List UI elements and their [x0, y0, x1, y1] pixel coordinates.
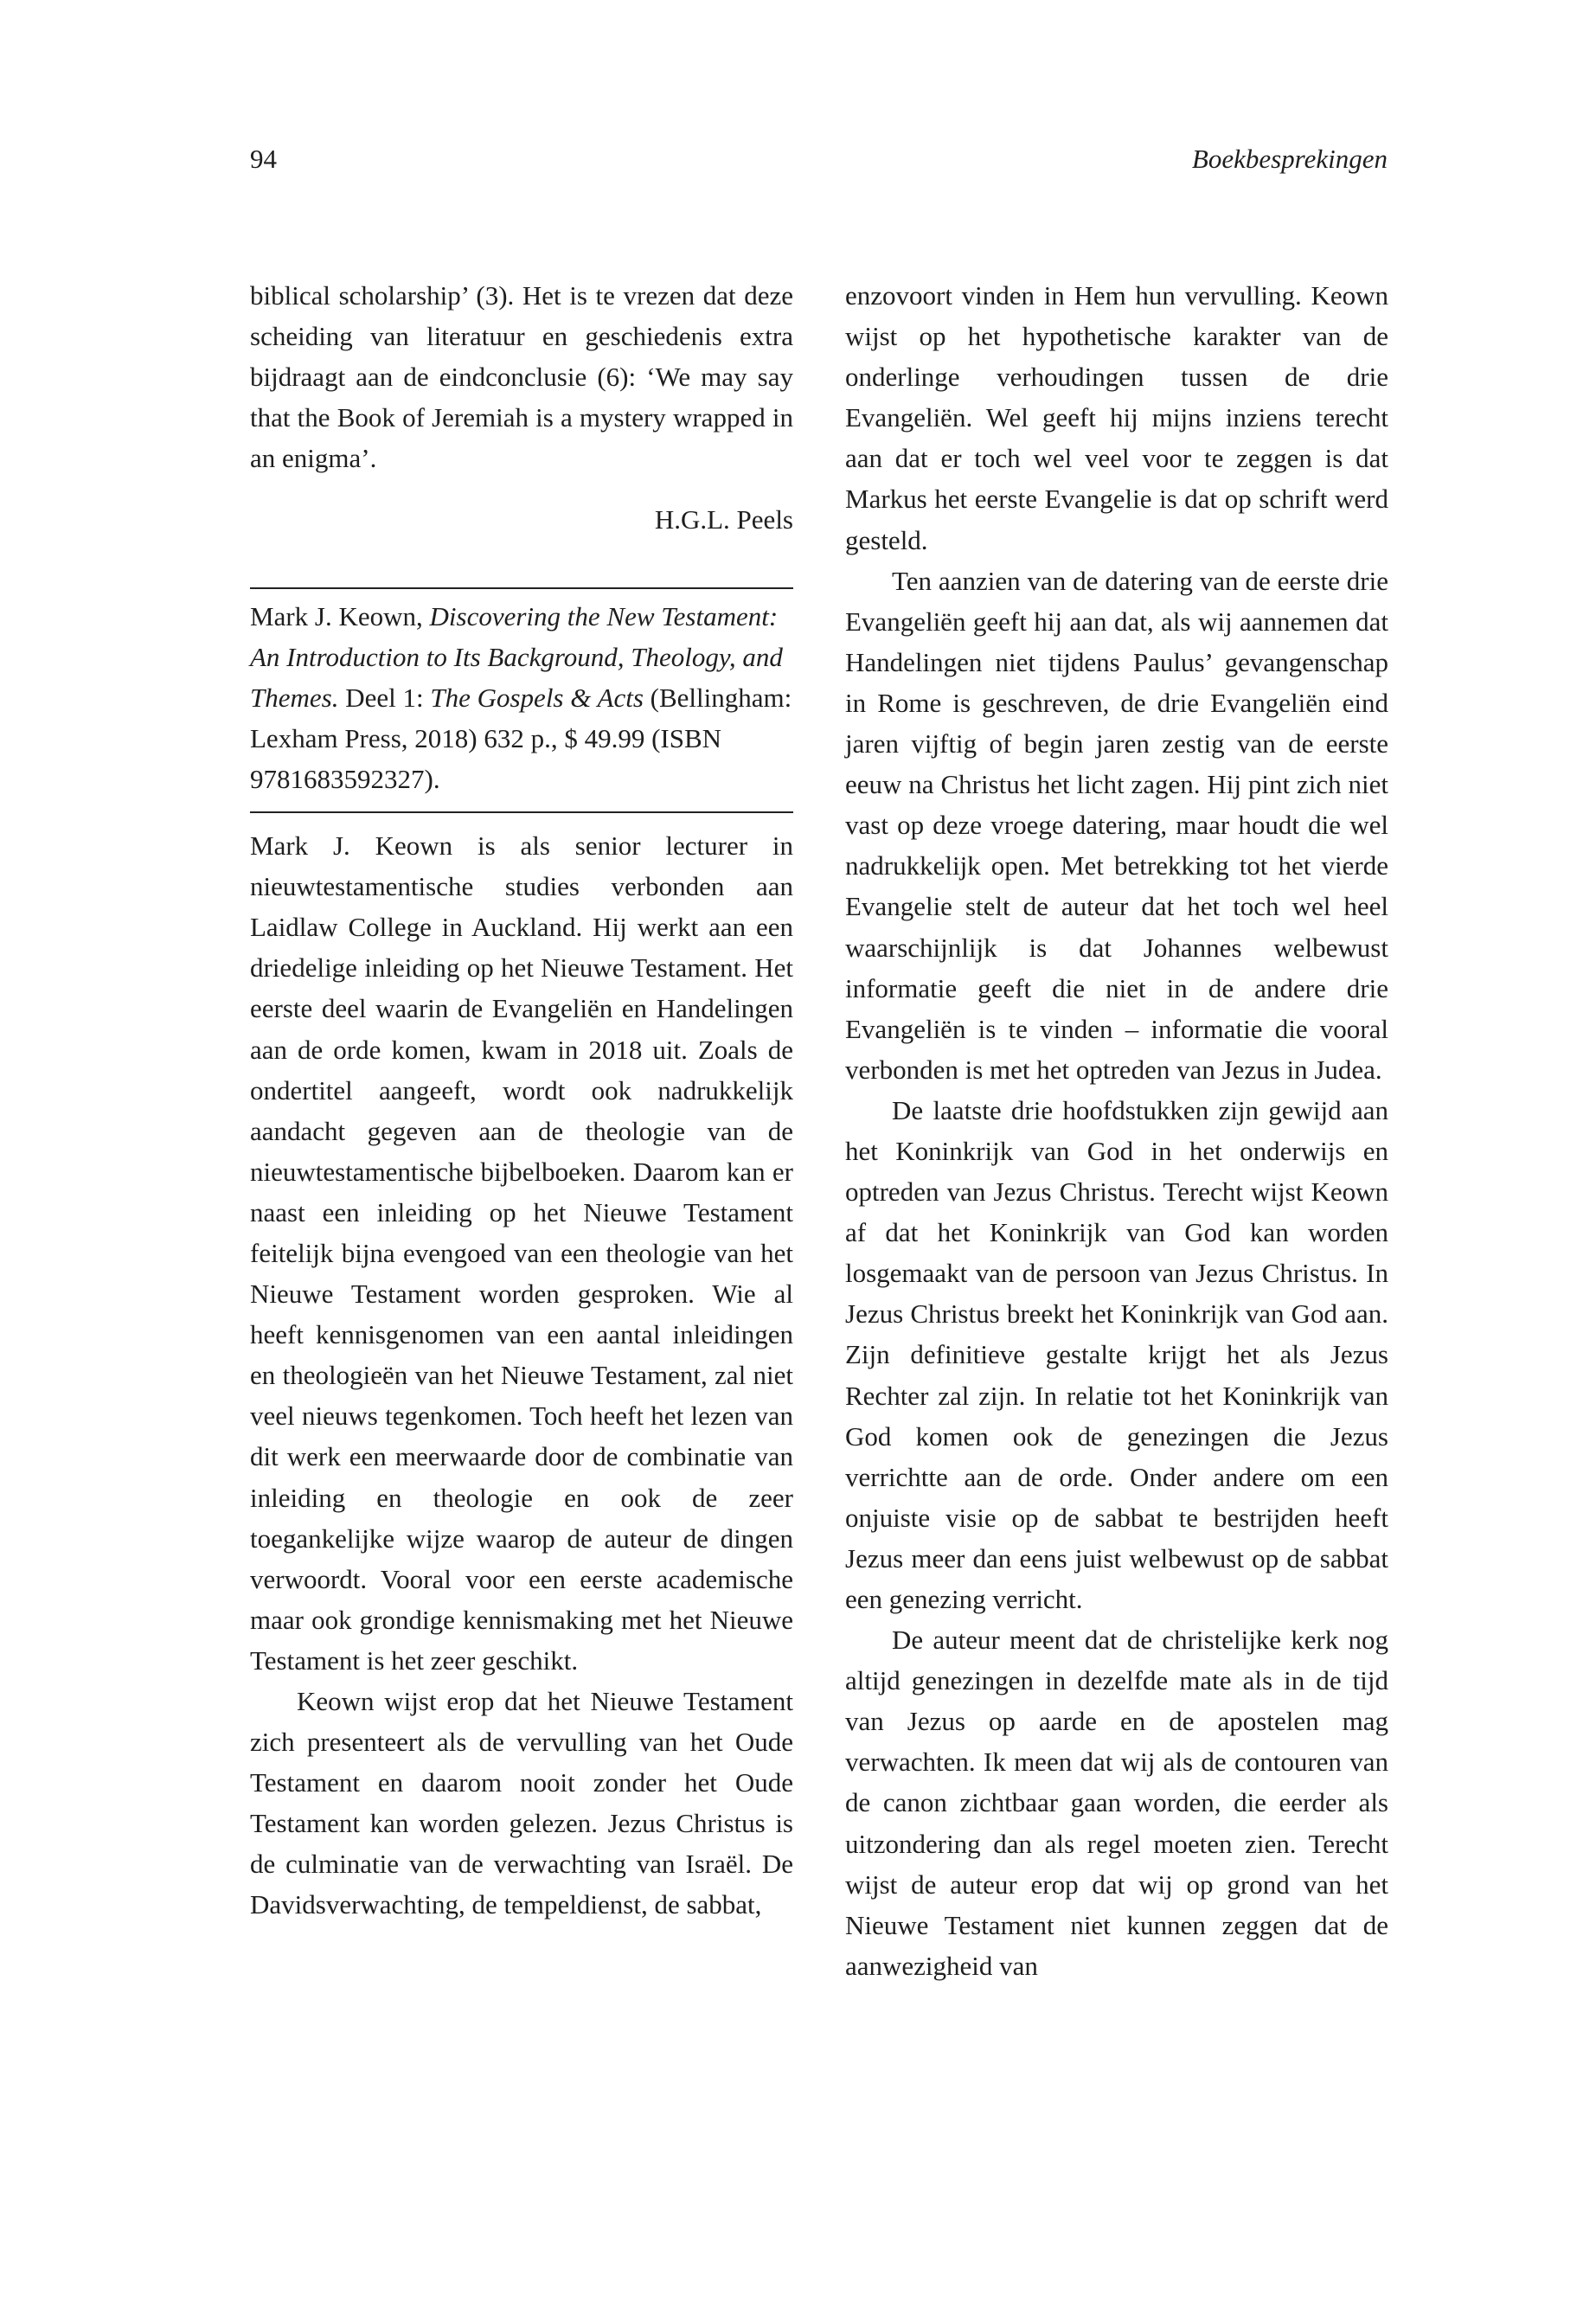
book-author: Mark J. Keown, — [250, 600, 430, 631]
reviewer-signature: H.G.L. Peels — [654, 504, 793, 535]
running-head — [250, 144, 1388, 175]
book-volume-title: The Gospels & Acts — [430, 682, 644, 713]
review-paragraph: De laatste drie hoofdstukken zijn gewijd aan het Koninkrijk van God in het onderwijs en optreden van Jezus Christus. Terecht wijst Keown af dat het Koninkrijk van God kan worden losgemaakt van de persoon van Jezus Christus. In Jezus Christus breekt het Koninkrijk van God aan. Zijn definitieve gestalte krijgt het als Jezus Rechter zal zijn. In relatie tot het Koninkrijk van God komen ook de genezingen die Jezus verrichtte aan de orde. Onder andere om een onjuiste visie op de sabbat te bestrijden heeft Jezus meer dan eens juist welbewust op de sabbat een genezing verricht. — [845, 1094, 1388, 1614]
book-publication-details: (Bellingham: Lexham Press, 2018) 632 p., $ 49.99 (ISBN 9781683592327). — [250, 682, 792, 794]
book-title: Discovering the New Testament: An Introduction to Its Background, Theology, and Themes. — [250, 600, 783, 713]
divider-bottom — [250, 811, 793, 813]
running-title: Boekbesprekingen — [1191, 144, 1388, 174]
right-column — [845, 275, 1388, 1986]
review-paragraph: enzovoort vinden in Hem hun vervulling. Keown wijst op het hypothetische karakter van de onderlinge verhoudingen tussen de drie Evangeliën. Wel geeft hij mijns inziens terecht aan dat er toch wel veel voor te zeggen is dat Markus het eerste Evangelie is dat op schrift werd gesteld. — [845, 280, 1388, 555]
review-paragraph: Ten aanzien van de datering van de eerste drie Evangeliën geeft hij aan dat, als wij aannemen dat Handelingen niet tijdens Paulus’ gevangenschap in Rome is geschreven, de drie Evangeliën eind jaren vijftig of begin jaren zestig van de eerste eeuw na Christus het licht zagen. Hij pint zich niet vast op deze vroege datering, maar houdt die wel nadrukkelijk open. Met betrekking tot het vierde Evangelie stelt de auteur dat het toch wel heel waarschijnlijk is dat Johannes welbewust informatie geeft die niet in de andere drie Evangeliën is te vinden – informatie die vooral verbonden is met het optreden van Jezus in Judea. — [845, 565, 1388, 1085]
review-paragraph: De auteur meent dat de christelijke kerk nog altijd genezingen in dezelfde mate als in de tijd van Jezus op aarde en de apostelen mag verwachten. Ik meen dat wij als de contouren van de canon zichtbaar gaan worden, die eerder als uitzondering dan als regel moeten zien. Terecht wijst de auteur erop dat wij op grond van het Nieuwe Testament niet kunnen zeggen dat de aanwezigheid van — [845, 1625, 1388, 1981]
review-paragraph: Keown wijst erop dat het Nieuwe Testament zich presenteert als de vervulling van het Oude Testament en daarom nooit zonder het Oude Testament kan worden gelezen. Jezus Christus is de culminatie van de verwachting van Israël. De Davidsverwachting, de tempeldienst, de sabbat, — [250, 1686, 793, 1920]
page-number: 94 — [250, 144, 277, 174]
book-bibliographic-entry — [250, 589, 793, 811]
previous-review-ending: biblical scholarship’ (3). Het is te vrezen dat deze scheiding van literatuur en geschiedenis extra bijdraagt aan de eindconclusie (6): ‘We may say that the Book of Jeremiah is a mystery wrapped in an enigma’. — [250, 280, 793, 474]
left-column — [250, 275, 793, 1926]
book-volume-label: Deel 1: — [338, 682, 431, 713]
review-paragraph: Mark J. Keown is als senior lecturer in nieuwtestamentische studies verbonden aan Laidlaw College in Auckland. Hij werkt aan een driedelige inleiding op het Nieuwe Testament. Het eerste deel waarin de Evangeliën en Handelingen aan de orde komen, kwam in 2018 uit. Zoals de ondertitel aangeeft, wordt ook nadrukkelijk aandacht gegeven aan de theologie van de nieuwtestamentische bijbelboeken. Daarom kan er naast een inleiding op het Nieuwe Testament feitelijk bijna evengoed van een theologie van het Nieuwe Testament worden gesproken. Wie al heeft kennisgenomen van een aantal inleidingen en theologieën van het Nieuwe Testament, zal niet veel nieuws tegenkomen. Toch heeft het lezen van dit werk een meerwaarde door de combinatie van inleiding en theologie en ook de zeer toegankelijke wijze waarop de auteur de dingen verwoordt. Vooral voor een eerste academische maar ook grondige kennismaking met het Nieuwe Testament is het zeer geschikt. — [250, 830, 793, 1676]
